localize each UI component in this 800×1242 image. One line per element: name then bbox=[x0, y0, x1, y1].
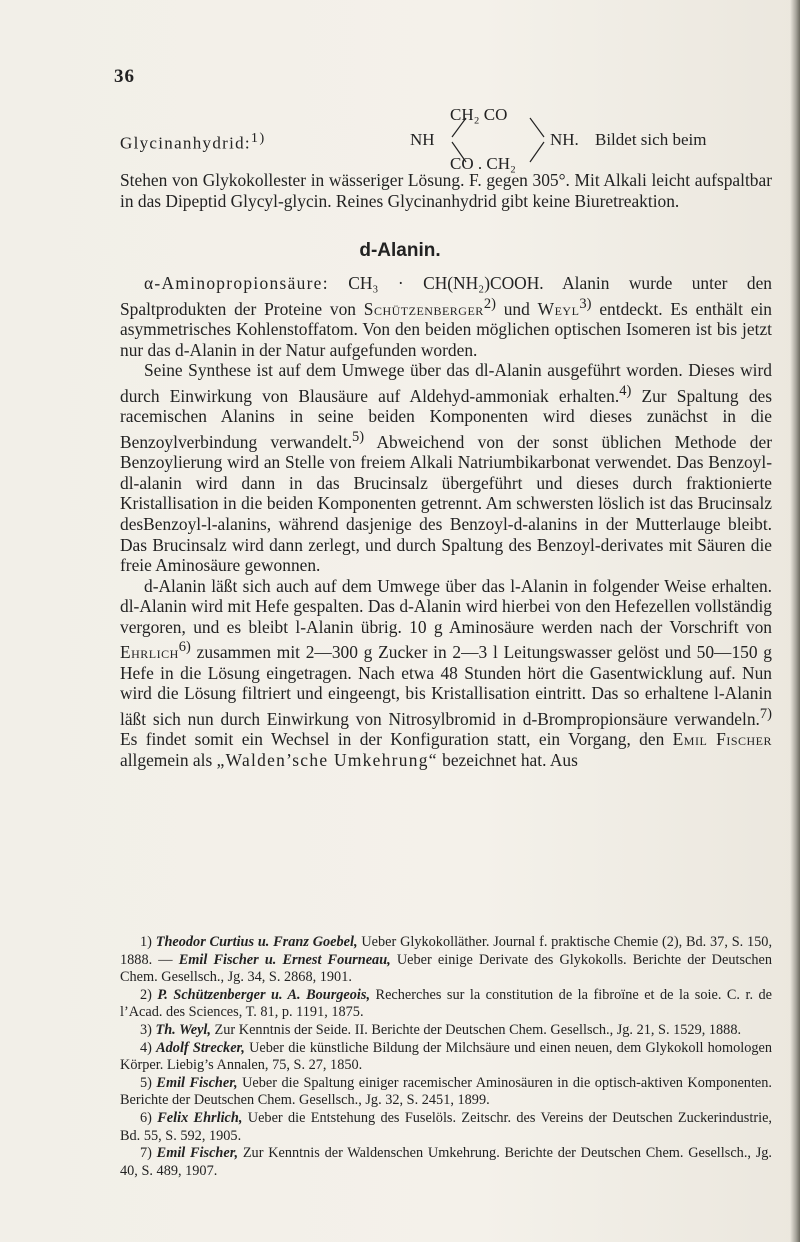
paragraph-hefe-spaltung: d-Alanin läßt sich auch auf dem Umwege über das l-Alanin in folgender Weise erhalten. dl-Alanin wird mit Hefe gespalten. Das d-Alanin wird hierbei von den Hefezellen vollständig vergoren, und es bleibt l-Alanin übrig. 10 g Aminosäure werden nach der Vorschrift von Ehrlich$^{6)}$ zusammen mit 2—300 g Zucker in 2—3 l Leitungswasser gelöst und 50—150 g Hefe in die Lösung eingetragen. Nach etwa 48 Stunden hört die Gasentwicklung auf. Nun wird die Lösung filtriert und eingeengt, bis Kristallisation eintritt. Das so erhaltene l-Alanin läßt sich nun durch Einwirkung von Nitrosylbromid in d-Brompropionsäure verwandeln.$^{7)}$ Es findet somit ein Wechsel in der Konfiguration statt, ein Vorgang, den Emil Fischer allgemein als „Walden’sche Umkehrung“ bezeichnet hat. Aus bbox=[120, 575, 773, 771]
footnote-1: 1) Theodor Curtius u. Franz Goebel, Ueber Glykokolläther. Journal f. praktische Chemie (2), Bd. 37, S. 150, 1888. — Emil Fischer u. Ernest Fourneau, Ueber einige Derivate des Glykokolls. Berichte der Deutschen Chem. Gesellsch., Jg. 34, S. 2868, 1901. bbox=[120, 934, 773, 986]
footnote-3: 3) Th. Weyl, Zur Kenntnis der Seide. II. Berichte der Deutschen Chem. Gesellsch., Jg. 21, S. 1529, 1888. bbox=[140, 1021, 742, 1038]
formula-right-group: NH. bbox=[550, 130, 579, 149]
formula-top-group: CH₂ CO bbox=[450, 105, 508, 124]
paragraph-synthese: Seine Synthese ist auf dem Umwege über das dl-Alanin ausgeführt worden. Dieses wird durch Einwirkung von Blausäure auf Aldehyd-ammoniak erhalten.$^{4)}$ Zur Spaltung des racemischen Alanins in seine beiden Komponenten wird dieses zunächst in die Benzoylverbindung verwandelt.$^{5)}$ Abweichend von der sonst üblichen Methode der Benzoylierung wird an Stelle von freiem Alkali Natriumbikarbonat verwendet. Das Benzoyl-dl-alanin wird dann in das Brucinsalz übergeführt und dieses durch fraktionierte Kristallisation in die beiden Komponenten getrennt. Am schwersten löslich ist das Brucinsalz desBenzoyl-l-alanins, während dasjenige des Benzoyl-d-alanins in der Mutterlauge bleibt. Das Brucinsalz wird dann zerlegt, und durch Spaltung des Benzoyl-derivates mit Säuren die freie Aminosäure gewonnen. bbox=[120, 360, 772, 576]
formula-tail-text: Bildet sich beim bbox=[595, 130, 707, 149]
paragraph-glycinanhydrid: Stehen von Glykokollester in wässeriger Lösung. F. gegen 305°. Mit Alkali leicht aufspaltbar in das Dipeptid Glycyl-glycin. Reines Glycinanhydrid gibt keine Biuretreaktion. bbox=[120, 170, 772, 211]
formula-bottom-group: CO . CH₂ bbox=[450, 154, 516, 173]
footnote-7: 7) Emil Fischer, Zur Kenntnis der Waldenschen Umkehrung. Berichte der Deutschen Chem. Gesellsch., Jg. 40, S. 489, 1907. bbox=[120, 1145, 772, 1179]
page-number: 36 bbox=[114, 66, 135, 87]
formula-label: Glycinanhydrid:$^{1)}$ bbox=[120, 130, 266, 153]
footnote-4: 4) Adolf Strecker, Ueber die künstliche Bildung der Milchsäure und einen neuen, dem Glykokoll homologen Körper. Liebig’s Annalen, 75, S. 27, 1850. bbox=[120, 1039, 772, 1074]
footnotes bbox=[120, 934, 772, 1180]
footnote-5: 5) Emil Fischer, Ueber die Spaltung einiger racemischer Aminosäuren in die optisch-aktiven Komponenten. Berichte der Deutschen Chem. Gesellsch., Jg. 32, S. 2451, 1899. bbox=[120, 1074, 772, 1109]
footnote-2: 2) P. Schützenberger u. A. Bourgeois, Recherches sur la constitution de la fibroïne et de la soie. C. r. de l’Acad. des Sciences, T. 81, p. 1191, 1875. bbox=[120, 986, 773, 1021]
section-heading: d-Alanin. bbox=[359, 240, 441, 261]
glycinanhydrid-formula bbox=[120, 102, 770, 172]
formula-left-group: NH bbox=[410, 130, 435, 149]
footnote-6: 6) Felix Ehrlich, Ueber die Entstehung des Fuselöls. Zeitschr. des Vereins der Deutschen Zuckerindustrie, Bd. 55, S. 592, 1905. bbox=[120, 1109, 772, 1144]
paragraph-alanin-intro: α-Aminopropionsäure: CH₃ · CH(NH₂)COOH. Alanin wurde unter den Spaltprodukten der Proteine von Schützenberger$^{2)}$ und Weyl$^{3)}$ entdeckt. Es enthält ein asymmetrisches Kohlenstoffatom. Von den beiden möglichen optischen Isomeren ist bis jetzt nur das d-Alanin in der Natur aufgefunden worden. Seine Synthese ist auf dem Umwege über das dl-Alanin ausgeführt worden. Dieses wird durch Einwirkung von Blausäure auf Aldehyd-ammoniak erhalten.$^{4)}$ Zur Spaltung des racemischen Alanins in seine beiden Komponenten wird dieses zunächst in die Benzoylverbindung verwandelt.$^{5)}$ Abweichend von der sonst üblichen Methode der Benzoylierung wird an Stelle von freiem Alkali Natriumbikarbonat verwendet. Das Benzoyl-dl-alanin wird dann in das Brucinsalz übergeführt und dieses durch fraktionierte Kristallisation in die beiden Komponenten getrennt. Am schwersten löslich ist das Brucinsalz desBenzoyl-l-alanins, während dasjenige des Benzoyl-d-alanins in der Mutterlauge bleibt. Das Brucinsalz wird dann zerlegt, und durch Spaltung des Benzoyl-derivates mit Säuren die freie Aminosäure gewonnen. d-Alanin läßt sich auch auf dem Umwege über das l-Alanin in folgender Weise erhalten. dl-Alanin wird mit Hefe gespalten. Das d-Alanin wird hierbei von den Hefezellen vollständig vergoren, und es bleibt l-Alanin übrig. 10 g Aminosäure werden nach der Vorschrift von Ehrlich$^{6)}$ zusammen mit 2—300 g Zucker in 2—3 l Leitungswasser gelöst und 50—150 g Hefe in die Lösung eingetragen. Nach etwa 48 Stunden hört die Gasentwicklung auf. Nun wird die Lösung filtriert und eingeengt, bis Kristallisation eintritt. Das so erhaltene l-Alanin läßt sich nun durch Einwirkung von Nitrosylbromid in d-Brompropionsäure verwandeln.$^{7)}$ Es findet somit ein Wechsel in der Konfiguration statt, ein Vorgang, den Emil Fischer allgemein als „Walden’sche Umkehrung“ bezeichnet hat. Aus bbox=[120, 273, 773, 771]
